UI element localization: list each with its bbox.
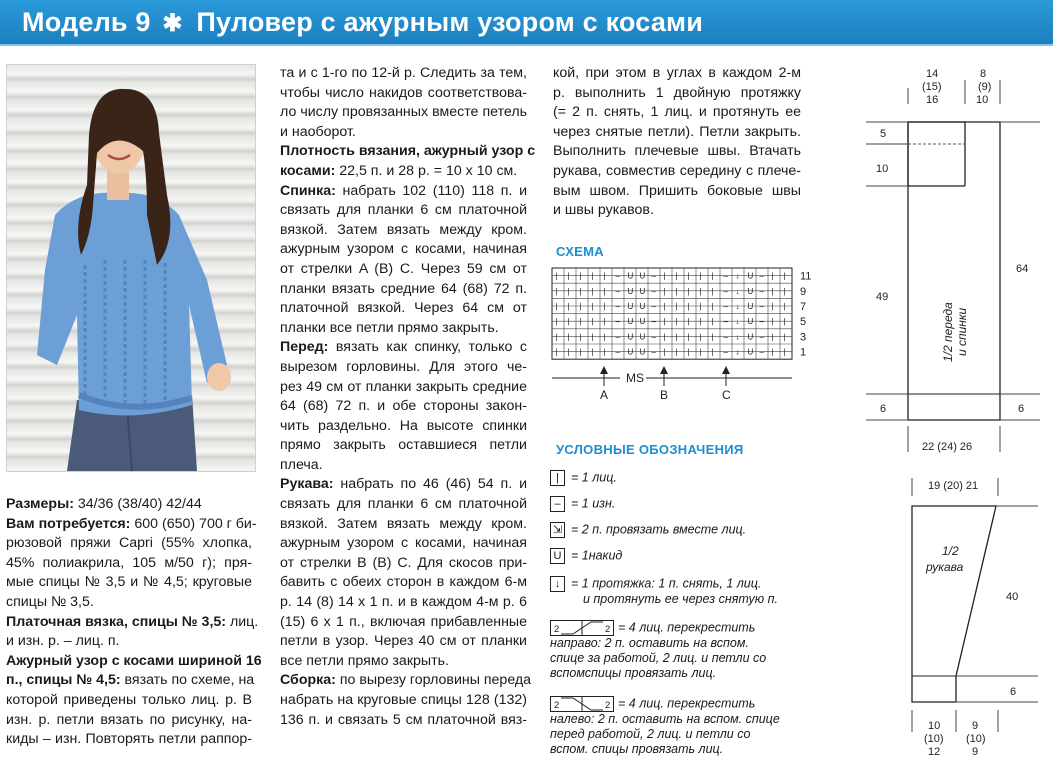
body-dim-6-right: 6 (1018, 403, 1025, 415)
chart-stitch-symbol: – (759, 317, 764, 327)
sleeve-dim-6: 6 (1010, 686, 1017, 698)
chart-stitch-symbol: U (627, 347, 634, 357)
sizes-label: Размеры: (6, 496, 74, 512)
text-line: плеча. (280, 456, 323, 473)
chart-stitch-symbol: – (759, 302, 764, 311)
body-dim-6-left: 6 (880, 403, 887, 415)
text-line: набрать на круговые спицы 128 (132) (280, 692, 527, 708)
chart-stitch-symbol: | (603, 271, 606, 281)
chart-stitch-symbol: | (591, 286, 594, 296)
text-line: ажурным узором с косами, начиная (280, 241, 527, 258)
chart-stitch-symbol: | (783, 271, 786, 281)
chart-stitch-symbol: – (723, 347, 728, 357)
body-pattern-label (941, 302, 969, 362)
text-line: чить раздельно. На высоте спинки (280, 417, 527, 434)
chart-stitch-symbol: | (555, 271, 558, 281)
chart-stitch-symbol: | (711, 271, 714, 281)
chart-stitch-symbol: | (663, 317, 666, 327)
text-line: которой приведены только лиц. р. В (6, 691, 252, 708)
chart-stitch-symbol: – (759, 332, 764, 342)
chart-stitch-symbol: ↓ (735, 347, 740, 357)
page-header (0, 0, 1053, 46)
chart-stitch-symbol: – (615, 317, 620, 327)
text-line: п., спицы № 4,5: вязать по схеме, на (6, 672, 255, 689)
arrow-c (722, 366, 731, 402)
text-line: косами: 22,5 п. и 28 р. = 10 х 10 см. (280, 162, 518, 179)
chart-stitch-symbol: | (771, 271, 774, 281)
body-top-left-dim (922, 68, 942, 106)
chart-stitch-symbol: U (639, 286, 646, 296)
text-line: Вам потребуется: 600 (650) 700 г би- (6, 515, 257, 532)
text-line: через снятые петли). Петли закрыть. (553, 123, 801, 140)
text-line: Рукава: набрать по 46 (46) 54 п. и (280, 476, 527, 493)
svg-text:B: B (660, 388, 669, 402)
chart-stitch-symbol: | (603, 286, 606, 296)
text-line: кой, при этом в углах в каждом 2-м (553, 65, 801, 81)
sleeve-bottom-left-dim (924, 720, 944, 758)
chart-stitch-symbol: | (675, 317, 678, 327)
back-label: Спинка: (280, 182, 336, 199)
chart-stitch-symbol: | (771, 302, 774, 311)
chart-stitch-symbol: ↓ (735, 332, 740, 342)
text-line: планки все петли прямо закрыть. (280, 319, 499, 336)
chart-stitch-symbol: | (591, 347, 594, 357)
chart-stitch-symbol: | (711, 317, 714, 327)
chart-stitch-symbol: ↓ (735, 271, 740, 281)
text-line: (15) 6 х 1 п., включая прибавленные (280, 613, 527, 630)
text-line: все петли прямо закрыть. (280, 652, 449, 669)
chart-stitch-symbol: | (663, 286, 666, 296)
text-line: связать для планки 6 см платочной (280, 496, 527, 513)
chart-stitch-symbol: U (747, 302, 754, 311)
col-materials (6, 495, 262, 750)
sleeve-dim-40: 40 (1006, 591, 1019, 603)
svg-text:(15): (15) (922, 81, 942, 93)
svg-text:10: 10 (976, 94, 989, 106)
text-line: и изн. р. – лиц. п. (6, 633, 120, 650)
sleeve-pattern-label (925, 544, 964, 574)
svg-text:9: 9 (972, 746, 979, 758)
chart-stitch-symbol: | (579, 271, 582, 281)
text-line: бавить с обеих сторон в каждом 6-м (280, 574, 527, 591)
svg-text:2: 2 (554, 624, 560, 635)
body-dim-5: 5 (880, 128, 887, 140)
svg-text:14: 14 (926, 68, 939, 80)
chart-stitch-symbol: – (651, 302, 656, 311)
legend-cable-right: 2 2 = 4 лиц. перекрестить направо: 2 п. оставить на вспом. спице за работой, 2 лиц. и петли со вспомспицы провязать лиц. (550, 620, 767, 680)
chart-stitch-symbol: | (711, 332, 714, 342)
chart-stitch-symbol: – (759, 347, 764, 357)
chart-stitch-symbol: | (771, 347, 774, 357)
scheme-heading: СХЕМА (556, 244, 604, 259)
chart-stitch-symbol: | (783, 286, 786, 296)
chart-stitch-symbol: | (555, 317, 558, 327)
chart-stitch-symbol: | (603, 347, 606, 357)
text-line: Выполнить плечевые швы. Втачать (553, 143, 801, 160)
text-line: ажурным узором с косами, начиная (280, 535, 527, 552)
sleeve-pattern-schematic (860, 470, 1053, 765)
cable-left-symbol-icon (550, 696, 614, 712)
chart-stitch-symbol: – (651, 271, 656, 281)
chart-stitch-symbol: | (591, 271, 594, 281)
chart-stitch-symbol: | (603, 332, 606, 342)
text-line: Перед: вязать как спинку, только с (280, 339, 527, 356)
text-line: изн. р. петли вязать по рисунку, на- (6, 711, 252, 728)
chart-stitch-symbol: U (627, 286, 634, 296)
legend-yarnover: U = 1накид (550, 548, 622, 564)
chart-stitch-symbol: | (687, 317, 690, 327)
star-icon: ✱ (162, 10, 183, 37)
stitch-chart (548, 266, 818, 408)
chart-stitch-symbol: | (579, 347, 582, 357)
chart-stitch-symbol: | (687, 332, 690, 342)
chart-stitch-symbol: | (687, 271, 690, 281)
chart-stitch-symbol: – (723, 317, 728, 327)
chart-stitch-symbol: | (579, 302, 582, 311)
arrow-b (660, 366, 668, 402)
text-line: прямо закрыть оставшиеся петли (280, 437, 527, 454)
svg-text:16: 16 (926, 94, 939, 106)
svg-text:A: A (600, 388, 609, 402)
text-line: спицы № 3,5. (6, 593, 94, 610)
model-photo (6, 64, 256, 472)
text-line: р. 14 (8) 14 х 1 п. и в каждом 4-м р. 6 (280, 594, 527, 611)
chart-stitch-symbol: | (687, 347, 690, 357)
chart-stitch-symbol: – (615, 286, 620, 296)
chart-stitch-symbol: U (639, 317, 646, 327)
chart-stitch-symbol: | (771, 332, 774, 342)
legend-k2tog: ⇲ = 2 п. провязать вместе лиц. (550, 522, 746, 538)
chart-stitch-symbol: | (711, 302, 714, 311)
chart-stitch-symbol: | (771, 286, 774, 296)
chart-stitch-symbol: | (579, 286, 582, 296)
chart-stitch-symbol: | (699, 286, 702, 296)
text-line: чтобы число накидов соответствова- (280, 84, 527, 101)
chart-stitch-symbol: | (699, 347, 702, 357)
chart-stitch-symbol: – (615, 332, 620, 342)
purl-symbol-icon: – (550, 496, 565, 512)
chart-stitch-symbol: | (663, 271, 666, 281)
chart-stitch-symbol: | (699, 302, 702, 311)
chart-row-number: 5 (800, 316, 807, 329)
chart-stitch-symbol: | (663, 302, 666, 311)
chart-stitch-symbol: | (699, 271, 702, 281)
front-label: Перед: (280, 339, 329, 356)
col-assembly (553, 64, 801, 221)
chart-stitch-symbol: | (567, 271, 570, 281)
chart-stitch-symbol: U (747, 286, 754, 296)
chart-stitch-symbol: U (639, 347, 646, 357)
text-line: Платочная вязка, спицы № 3,5: лиц. (6, 613, 259, 630)
arrow-a (600, 366, 608, 402)
svg-text:1/2 переда: 1/2 переда (941, 302, 955, 362)
text-line: та и с 1-го по 12-й р. Следить за тем, (280, 65, 527, 81)
chart-stitch-symbol: – (615, 302, 620, 311)
chart-stitch-symbol: | (687, 286, 690, 296)
text-line (6, 652, 262, 672)
legend-cable-left: 2 2 = 4 лиц. перекрестить налево: 2 п. оставить на вспом. спице перед работой, 2 лиц. и петли со вспом. спицы провязать лиц. (550, 696, 780, 756)
text-line: (= 2 п. снять, 1 лиц. и протянуть ее (553, 104, 801, 121)
chart-stitch-symbol: ↓ (735, 286, 740, 296)
chart-stitch-symbol: | (675, 302, 678, 311)
chart-stitch-symbol: U (747, 332, 754, 342)
chart-stitch-symbol: U (747, 317, 754, 327)
chart-stitch-symbol: ↓ (735, 317, 740, 327)
chart-stitch-symbol: | (687, 302, 690, 311)
chart-stitch-symbol: – (759, 271, 764, 281)
text-line: рез 49 см от планки закрыть средние (280, 378, 527, 395)
density-label: Плотность вязания, ажурный узор с (280, 143, 536, 160)
legend-heading: УСЛОВНЫЕ ОБОЗНАЧЕНИЯ (556, 442, 744, 457)
text-line: Спинка: набрать 102 (110) 118 п. и (280, 182, 527, 199)
chart-stitch-symbol: | (555, 347, 558, 357)
chart-stitch-symbol: – (651, 286, 656, 296)
svg-text:(10): (10) (966, 733, 986, 745)
svg-text:1/2: 1/2 (942, 544, 959, 558)
svg-text:12: 12 (928, 746, 941, 758)
text-line: и швы рукавов. (553, 202, 654, 219)
body-top-right-dim (976, 68, 991, 106)
text-line: планки вязать средние 64 (68) 72 п. (280, 280, 527, 297)
chart-stitch-symbol: | (675, 271, 678, 281)
chart-stitch-symbol: – (651, 332, 656, 342)
garter-label: Платочная вязка, спицы № 3,5: (6, 613, 226, 630)
chart-row-number: 1 (800, 346, 807, 359)
text-line: петли в узор. Через 40 см от планки (280, 633, 527, 650)
text-line: и наоборот. (280, 123, 356, 140)
chart-stitch-symbol: U (747, 271, 754, 281)
k2tog-symbol-icon: ⇲ (550, 522, 565, 538)
ms-label: MS (626, 371, 644, 385)
chart-stitch-symbol: | (579, 317, 582, 327)
chart-stitch-symbol: | (591, 332, 594, 342)
svg-text:C: C (722, 388, 731, 402)
svg-text:2: 2 (554, 700, 560, 711)
chart-stitch-symbol: – (723, 286, 728, 296)
svg-text:(9): (9) (978, 81, 992, 93)
chart-stitch-symbol: | (567, 332, 570, 342)
sleeve-top-dim: 19 (20) 21 (928, 480, 979, 492)
text-line: вым швом. Пришить боковые швы (553, 182, 801, 199)
model-title: Пуловер с ажурным узором с косами (196, 7, 704, 37)
text-line: рукава, совместив середину с плече- (553, 162, 801, 179)
svg-text:и спинки: и спинки (955, 307, 969, 356)
assembly-label: Сборка: (280, 672, 336, 689)
chart-stitch-symbol: U (747, 347, 754, 357)
chart-row-number: 3 (800, 331, 807, 344)
chart-stitch-symbol: – (723, 271, 728, 281)
svg-text:8: 8 (980, 68, 987, 80)
text-line: вырезом горловины. Для этого че- (280, 358, 527, 375)
body-dim-49: 49 (876, 291, 889, 303)
chart-stitch-symbol: | (783, 332, 786, 342)
chart-stitch-symbol: | (567, 302, 570, 311)
chart-stitch-symbol: – (615, 347, 620, 357)
legend-skp: ↓ = 1 протяжка: 1 п. снять, 1 лиц. и протянуть ее через снятую п. (550, 576, 778, 607)
chart-stitch-symbol: – (651, 317, 656, 327)
text-line: р. выполнить 1 двойную протяжку (553, 84, 801, 101)
chart-stitch-symbol: | (567, 347, 570, 357)
text-line: ло числу провязанных вместе петель (280, 104, 527, 121)
svg-text:(10): (10) (924, 733, 944, 745)
chart-row-number: 11 (800, 270, 812, 283)
chart-row-number: 7 (800, 301, 807, 313)
chart-stitch-symbol: – (615, 271, 620, 281)
svg-text:9: 9 (972, 720, 979, 732)
text-line: 45% полиакрила, 105 м/50 г); пря- (6, 554, 252, 571)
chart-stitch-symbol: U (627, 271, 634, 281)
chart-stitch-symbol: U (627, 332, 634, 342)
chart-stitch-symbol: | (555, 332, 558, 342)
text-line: мые спицы № 3,5 и № 4,5; круговые (6, 574, 252, 591)
yarnover-symbol-icon: U (550, 548, 565, 564)
chart-stitch-symbol: | (555, 286, 558, 296)
body-pattern-schematic (860, 60, 1053, 460)
chart-stitch-symbol: – (723, 332, 728, 342)
chart-stitch-symbol: | (675, 286, 678, 296)
svg-text:2: 2 (605, 700, 611, 711)
legend-knit: | = 1 лиц. (550, 470, 617, 486)
text-line: вязкой. Затем вязать между кром. (280, 221, 527, 238)
chart-stitch-symbol: | (783, 302, 786, 311)
svg-text:рукава: рукава (926, 560, 964, 574)
text-line: Размеры: 34/36 (38/40) 42/44 (6, 496, 202, 512)
chart-stitch-symbol: U (639, 332, 646, 342)
chart-stitch-symbol: | (711, 286, 714, 296)
chart-stitch-symbol: | (711, 347, 714, 357)
text-line: 64 (68) 72 п. и обе стороны закон- (280, 398, 527, 415)
body-dim-64: 64 (1016, 263, 1029, 275)
chart-stitch-symbol: | (675, 347, 678, 357)
chart-stitch-symbol: | (567, 317, 570, 327)
chart-stitch-symbol: | (591, 317, 594, 327)
chart-stitch-symbol: | (675, 332, 678, 342)
chart-stitch-symbol: | (579, 332, 582, 342)
text-line: от стрелки B (B) C. Для скосов при- (280, 554, 527, 571)
chart-stitch-symbol: | (663, 347, 666, 357)
chart-stitch-symbol: | (555, 302, 558, 311)
chart-stitch-symbol: – (723, 302, 728, 311)
chart-stitch-symbol: | (663, 332, 666, 342)
svg-text:10: 10 (928, 720, 941, 732)
chart-stitch-symbol: | (699, 332, 702, 342)
chart-stitch-symbol: | (591, 302, 594, 311)
text-line: от стрелки A (B) C. Через 59 см от (280, 260, 527, 277)
text-line: Сборка: по вырезу горловины переда (280, 672, 532, 689)
cable-right-symbol-icon (550, 620, 614, 636)
chart-stitch-symbol: U (627, 302, 634, 311)
text-line: вязкой. Затем вязать между кром. (280, 515, 527, 532)
chart-stitch-symbol: | (567, 286, 570, 296)
text-line: рюзовой пряжи Capri (55% хлопка, (6, 535, 252, 552)
lace-label: Ажурный узор с косами шириной 16 (6, 652, 262, 669)
svg-text:2: 2 (605, 624, 611, 635)
chart-stitch-symbol: – (651, 347, 656, 357)
knit-symbol-icon: | (550, 470, 565, 486)
text-line: связать для планки 6 см платочной (280, 202, 527, 219)
chart-stitch-symbol: U (627, 317, 634, 327)
skp-symbol-icon: ↓ (550, 576, 565, 592)
needs-label: Вам потребуется: (6, 515, 131, 532)
chart-stitch-symbol: ↓ (735, 302, 740, 311)
chart-stitch-symbol: | (603, 302, 606, 311)
chart-stitch-symbol: | (783, 317, 786, 327)
legend-purl: – = 1 изн. (550, 496, 615, 512)
model-number: Модель 9 (22, 7, 151, 37)
col-instructions (280, 64, 536, 730)
chart-stitch-symbol: U (639, 271, 646, 281)
body-dim-10: 10 (876, 163, 889, 175)
sleeves-label: Рукава: (280, 476, 334, 493)
body-width-dim: 22 (24) 26 (922, 441, 973, 453)
chart-stitch-symbol: | (783, 347, 786, 357)
chart-stitch-symbol: | (603, 317, 606, 327)
text-line: платочной вязкой. Через 64 см от (280, 300, 527, 317)
chart-stitch-symbol: – (759, 286, 764, 296)
chart-stitch-symbol: | (699, 317, 702, 327)
chart-stitch-symbol: U (639, 302, 646, 311)
sleeve-bottom-right-dim (966, 720, 986, 758)
page-title (22, 6, 703, 40)
text-line: киды – изн. Повторять петли раппор- (6, 731, 252, 748)
text-line (280, 142, 536, 162)
chart-stitch-symbol: | (771, 317, 774, 327)
text-line: 136 п. и связать 5 см платочной вяз- (280, 711, 527, 728)
chart-row-number: 9 (800, 285, 807, 298)
